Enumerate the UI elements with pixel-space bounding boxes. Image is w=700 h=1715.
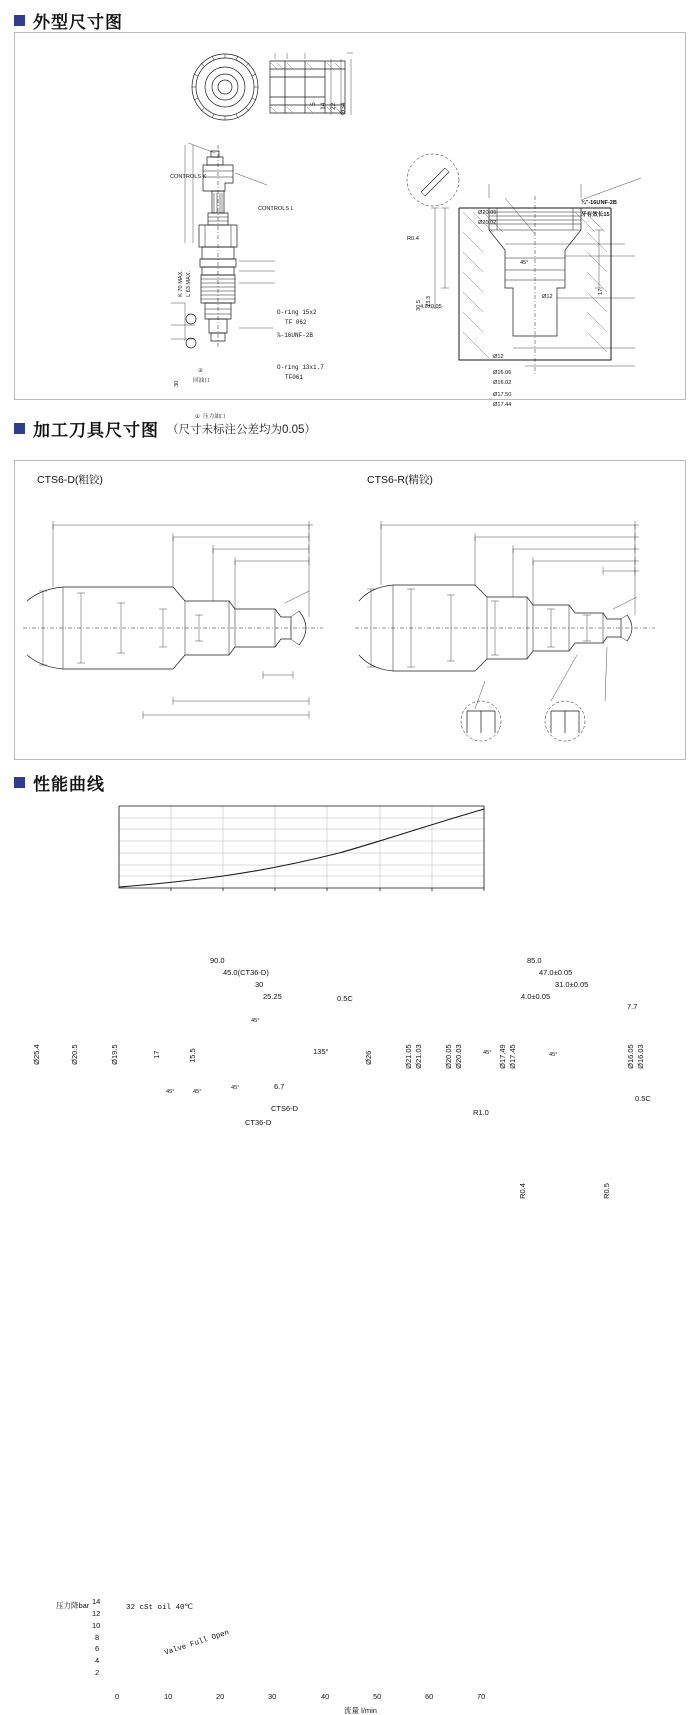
dim-l63max: L 63 MAX. — [186, 270, 193, 297]
chart-ytick-10: 10 — [92, 1621, 101, 1630]
tool-left-ang-2: 45° — [193, 1089, 202, 1095]
tool-left-dim-67: 6.7 — [274, 1082, 285, 1091]
chart-xtick-40: 40 — [321, 1692, 330, 1701]
tool-left-drawing — [23, 505, 353, 735]
tool-right-dim-31: 31.0±0.05 — [555, 980, 589, 989]
chart-ytick-6: 6 — [95, 1644, 100, 1653]
chart-xtick-70: 70 — [477, 1692, 486, 1701]
tool-left-partcode: CT36-D — [245, 1118, 272, 1127]
chart-ytick-4: 4 — [95, 1656, 100, 1665]
label-40pm005: 4.0±0.05 — [420, 304, 442, 310]
tool-right-dim-d2105: Ø21.05 — [404, 1044, 414, 1069]
tool-left-dim-d205: Ø20.5 — [70, 1044, 80, 1065]
tool-left-ang-4: 45° — [251, 1018, 260, 1024]
tool-left-dim-05c: 0.5C — [337, 994, 353, 1003]
tool-right-dim-05c: 0.5C — [635, 1094, 651, 1103]
tool-left-ang-3: 45° — [231, 1085, 240, 1091]
port2-label: 回油口 — [193, 378, 210, 384]
chart-ytick-14: 14 — [92, 1597, 101, 1606]
knob-top-view — [165, 39, 505, 139]
tool-left-dim-2525: 25.25 — [263, 992, 282, 1001]
tool-right-dim-d1749: Ø17.49 — [498, 1044, 508, 1069]
tool-right-dim-d2103: Ø21.03 — [414, 1044, 424, 1069]
chart-xtick-60: 60 — [425, 1692, 434, 1701]
tool-left-dim-45: 45.0(CT36-D) — [223, 968, 269, 977]
label-45deg: 45° — [520, 260, 529, 266]
tool-left-dim-d195: Ø19.5 — [110, 1044, 120, 1065]
label-controls-l: CONTROLS L — [258, 206, 294, 212]
port1-number: ① — [195, 414, 201, 420]
port1-label: 压力油口 — [203, 414, 226, 420]
tool-right-dim-85: 85.0 — [527, 956, 542, 965]
tool-left-dim-17: 17 — [152, 1050, 162, 1059]
tool-right-drawing — [355, 505, 685, 745]
label-233: 23.3 — [426, 295, 433, 307]
tool-right-dim-r04: R0.4 — [518, 1183, 528, 1199]
label-thread-length: 牙有效长15 — [581, 212, 610, 218]
label-d1750: Ø17.50 — [493, 392, 512, 398]
knob-dim-22: 22 — [330, 102, 338, 110]
tool-left-dim-90: 90.0 — [210, 956, 225, 965]
chart-ylabel: 压力降bar — [56, 1601, 90, 1610]
note-oring-15x2: O-ring 15x2 — [277, 309, 317, 316]
tool-right-dim-r10: R1.0 — [473, 1108, 489, 1117]
performance-chart — [99, 796, 519, 916]
tool-left-subcode: CTS6-D — [271, 1104, 299, 1113]
section-note-tooling: （尺寸未标注公差均为0.05） — [167, 423, 316, 436]
tool-right-dim-d1745: Ø17.45 — [508, 1044, 518, 1069]
section-heading-tooling — [14, 416, 316, 441]
chart-xlabel: 流量 l/min — [344, 1706, 377, 1715]
tool-right-dim-r05: R0.5 — [602, 1183, 612, 1199]
note-oring-13x17: O-ring 13x1.7 — [277, 364, 324, 371]
label-d12b: Ø12 — [493, 354, 504, 360]
tool-right-dim-d1603: Ø16.03 — [636, 1044, 646, 1069]
outline-drawing-panel — [14, 32, 686, 420]
label-d12a: Ø12 — [542, 294, 553, 300]
label-unf-thread: ¾"-16UNF-2B — [581, 200, 617, 206]
tool-left-dim-155: 15.5 — [188, 1048, 198, 1063]
label-r04: R0.4 — [407, 236, 419, 242]
bullet-square-icon — [14, 777, 25, 788]
knob-dim-5: 5 — [310, 102, 318, 106]
tool-left-ang-1: 45° — [166, 1089, 175, 1095]
chart-annotation: Valve Full Open — [163, 1629, 231, 1658]
tool-right-dim-77: 7.7 — [627, 1002, 638, 1011]
bullet-square-icon — [14, 423, 25, 434]
label-d2002: Ø20.02 — [478, 220, 497, 226]
tool-right-dim-d26: Ø26 — [364, 1050, 374, 1065]
section-title-performance: 性能曲线 — [33, 775, 105, 794]
tool-right-title: CTS6-R(精铰) — [367, 474, 433, 486]
chart-xtick-30: 30 — [268, 1692, 277, 1701]
chart-ytick-8: 8 — [95, 1633, 100, 1642]
chart-ytick-12: 12 — [92, 1609, 101, 1618]
chart-xtick-10: 10 — [164, 1692, 173, 1701]
tool-left-dim-d254: Ø25.4 — [32, 1044, 42, 1065]
tool-left-dim-135deg: 135° — [313, 1047, 329, 1056]
dim-30: 30 — [174, 380, 181, 387]
label-controls-k: CONTROLS K — [170, 174, 207, 180]
chart-oil-note: 32 cSt oil 40℃ — [126, 1604, 193, 1612]
knob-dim-d34: Ø34 — [340, 102, 348, 115]
tool-right-dim-d2003: Ø20.03 — [454, 1044, 464, 1069]
label-d2006: Ø20.06 — [478, 210, 497, 216]
section-title-tooling: 加工刀具尺寸图 — [33, 421, 159, 440]
label-d1744: Ø17.44 — [493, 402, 512, 408]
tool-right-dim-d2005: Ø20.05 — [444, 1044, 454, 1069]
tool-left-dim-30: 30 — [255, 980, 264, 989]
section-heading-outline — [14, 8, 123, 33]
tool-right-dim-47: 47.0±0.05 — [539, 968, 573, 977]
knob-dim-14: 14 — [320, 102, 328, 110]
note-tf062: TF 062 — [285, 319, 307, 326]
label-d1602: Ø16.02 — [493, 380, 512, 386]
tool-right-ang-2: 45° — [549, 1052, 558, 1058]
section-title-outline: 外型尺寸图 — [33, 13, 123, 32]
label-17: 17 — [598, 288, 605, 295]
tool-right-ang-1: 45° — [483, 1050, 492, 1056]
note-thread-unf: ⅞-16UNF-2B — [277, 332, 314, 339]
port2-number: ② — [198, 368, 204, 374]
bullet-square-icon — [14, 15, 25, 26]
chart-xtick-50: 50 — [373, 1692, 382, 1701]
label-305: 30.5 — [416, 299, 423, 311]
tool-right-dim-d1605: Ø16.05 — [626, 1044, 636, 1069]
note-tf061: TF061 — [285, 374, 304, 381]
chart-ytick-2: 2 — [95, 1668, 100, 1677]
dim-k70max: K 70 MAX. — [178, 270, 185, 297]
section-heading-performance — [14, 770, 105, 795]
chart-xtick-20: 20 — [216, 1692, 225, 1701]
chart-xtick-0: 0 — [115, 1692, 120, 1701]
tool-right-dim-40: 4.0±0.05 — [521, 992, 551, 1001]
label-d1606: Ø16.06 — [493, 370, 512, 376]
tool-left-title: CTS6-D(粗铰) — [37, 474, 103, 486]
cavity-section-view — [385, 138, 685, 398]
